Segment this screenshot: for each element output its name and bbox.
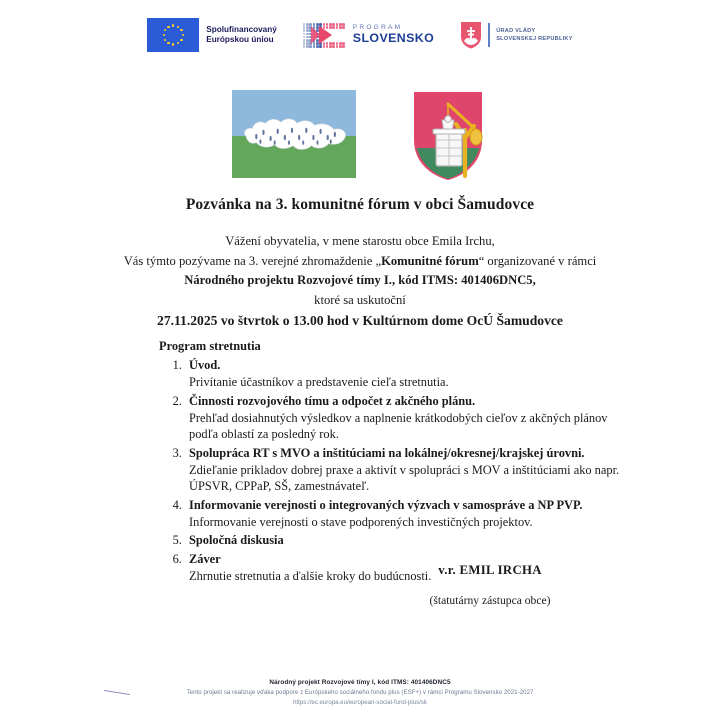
logo-divider-bar [488, 23, 490, 47]
slovakia-map-image [232, 90, 356, 178]
program-item-title: 3. Spolupráca RT s MVO a inštitúciami na lokálnej/okresnej/krajskej úrovni. [189, 445, 585, 460]
urad-vlady-line1: ÚRAD VLÁDY [496, 27, 536, 34]
program-slovensko-logo [303, 22, 434, 48]
list-item [185, 445, 625, 494]
list-item [185, 497, 625, 530]
program-logo-big: SLOVENSKO [352, 30, 435, 45]
intro-line-4: ktoré sa uskutoční [314, 292, 406, 307]
signatory-role: (štatutárny zástupca obce) [429, 594, 551, 607]
eu-logo-text [206, 25, 277, 46]
eu-logo-line2: Európskou úniou [206, 35, 274, 44]
intro-paragraph [108, 232, 612, 310]
footer-funding-line: Tento projekt sa realizuje vďaka podpore z Európskeho sociálneho fondu plus (ESF+) v rámci Programu Slovensko 2021-2027 [186, 689, 534, 696]
intro-line-3-project: Národného projektu Rozvojové tímy I., kód ITMS: 401406DNC5, [184, 273, 536, 288]
program-item-title: 2. Činnosti rozvojového tímu a odpočet z akčného plánu. [189, 393, 476, 408]
eu-cofunded-logo [147, 18, 277, 52]
page-footer [0, 679, 720, 707]
program-logo-small: PROGRAM [352, 24, 403, 32]
program-item-desc: Zdieľanie prikladov dobrej praxe a aktivít v spolupráci s MOV a inštitúciami ako napr. ÚPSVR, CPPaP, SŠ, zamestnávateľ. [189, 462, 620, 493]
intro-highlight-term: Komunitné fórum [381, 253, 479, 268]
intro-line-1: Vážení obyvatelia, v mene starostu obce Emila Irchu, [225, 234, 495, 248]
emblem-row [0, 90, 720, 182]
footer-project-line: Národný projekt Rozvojové tímy I, kód ITMS: 401406DNC5 [269, 678, 451, 686]
list-item [185, 357, 625, 390]
program-arrow-icon [303, 22, 347, 48]
signatory-name: v.r. EMIL IRCHA [438, 563, 542, 577]
signature-block [380, 563, 600, 607]
page-title: Pozvánka na 3. komunitné fórum v obci Šamudovce [185, 196, 535, 213]
eu-flag-icon [147, 18, 199, 52]
program-item-desc: Prehľad dosiahnutých výsledkov a naplnenie krátkodobých cieľov z akčných plánov podľa oblastí za posledný rok. [189, 410, 608, 441]
program-item-desc: Zhrnutie stretnutia a ďalšie kroky do budúcnosti. [189, 569, 432, 583]
program-item-title: 4. Informovanie verejnosti o integrovaných výzvach v samospráve a NP PVP. [189, 497, 583, 512]
program-heading: Program stretnutia [159, 339, 261, 353]
intro-line-2-before: Vás týmto pozývame na 3. verejné zhromaždenie „ [123, 253, 382, 268]
funding-logo-strip [0, 18, 720, 52]
footer-url: https://ec.europa.eu/european-social-fund-plus/sk [293, 699, 427, 706]
samudovce-coat-of-arms [408, 90, 488, 182]
program-item-title: 5. Spoločná diskusia [189, 533, 284, 548]
meeting-datetime-venue: 27.11.2025 vo štvrtok o 13.00 hod v Kultúrnom dome OcÚ Šamudovce [157, 313, 563, 328]
urad-vlady-text [496, 27, 573, 44]
program-item-desc: Privítanie účastníkov a predstavenie cieľa stretnutia. [189, 375, 449, 390]
intro-line-2 [108, 252, 612, 272]
program-item-desc: Informovanie verejnosti o stave podporených investičných projektov. [189, 514, 533, 529]
intro-line-2-after: “ organizované v rámci [478, 253, 597, 268]
urad-vlady-logo [460, 21, 573, 49]
list-item [185, 393, 625, 442]
urad-vlady-line2: SLOVENSKEJ REPUBLIKY [496, 36, 573, 42]
program-logo-text [353, 25, 434, 45]
program-item-title: 1. Úvod. [189, 358, 221, 372]
program-item-title: 6. Záver [189, 551, 221, 566]
slovak-coat-of-arms-icon [460, 21, 482, 49]
program-list [159, 357, 625, 587]
eu-logo-line1: Spolufinancovaný [206, 24, 277, 34]
list-item [185, 532, 625, 548]
